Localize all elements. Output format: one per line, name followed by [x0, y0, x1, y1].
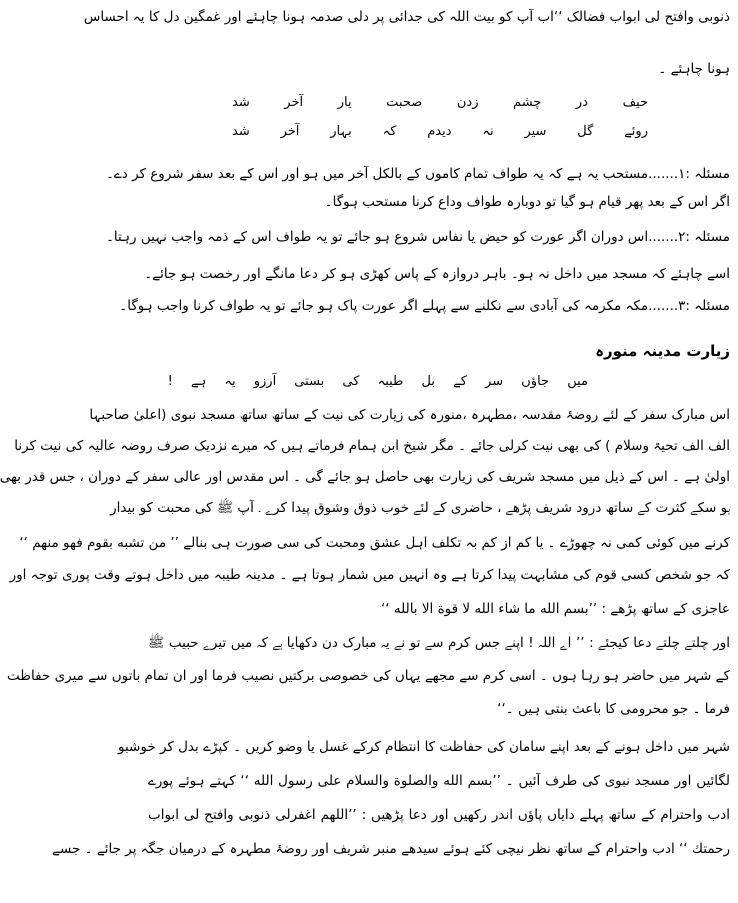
text-line: مسئلہ :۲.......اس دوران اگر عورت کو حیض یا نفاس شروع ہو جائے تو یہ طواف اس کے ذمہ واجب نہیں رہتا۔	[106, 229, 730, 245]
text-line: اولیٰ ہے ۔ اس کے ذیل میں مسجد شریف کی زیارت بھی حاصل ہو جائے گی ۔ اس مقدس اور عالی سفر کے دوران ، جس قدر بھی	[0, 469, 730, 485]
section-heading: زیارت مدینہ منورہ	[595, 342, 730, 360]
text-line: مسئلہ :۳.......مکہ مکرمہ کی آبادی سے نکلنے سے پہلے اگر عورت پاک ہو جائے تو یہ طواف کرنا واجب ہوگا۔	[119, 298, 730, 314]
text-line: ہونا چاہئے ۔	[658, 61, 730, 77]
text-line: اسے چاہئے کہ مسجد میں داخل نہ ہو۔ باہر دروازہ کے پاس کھڑی ہو کر دعا مانگے اور رخصت ہو جائے۔	[144, 266, 730, 282]
poem-verse: حیف در چشم زدن صحبت یار آخر شد	[232, 95, 648, 110]
poem-verse: روئے گل سیر نہ دیدم کہ بہار آخر شد	[232, 124, 648, 139]
poem-verse: میں جاؤں سر کے بل طیبہ کی بستی آرزو یہ ہے !	[167, 374, 588, 389]
text-line: اس مبارک سفر کے لئے روضۂ مقدسہ ،مطہرہ ،منورہ کی زیارت کی نیت کے ساتھ ساتھ مسجد نبوی (اعلیٰ صاحبہا	[89, 407, 730, 423]
text-line: عاجزی کے ساتھ پڑھے : ’’بسم الله ما شاء الله لا قوة الا بالله ‘‘	[381, 601, 730, 617]
text-line: کے شہر میں حاضر ہو رہا ہوں ۔ اسی کرم سے مجھے یہاں کی خصوصی برکتیں نصیب فرما اور ان تمام باتوں سے میری حفاظت	[7, 668, 730, 684]
text-line: اگر اس کے بعد پھر قیام ہو گیا تو دوبارہ طواف وداع کرنا مستحب ہوگا۔	[324, 194, 730, 210]
text-line: مسئلہ :۱.......مستحب یہ ہے کہ یہ طواف تمام کاموں کے بالکل آخر میں ہو اور اس کے بعد سفر شروع کر دے۔	[105, 166, 730, 182]
text-line: ذنوبی وافتح لی ابواب فضالک ‘‘اب آپ کو بیت اللہ کی جدائی پر دلی صدمہ ہونا چاہئے اور غمگین دل کا یہ احساس	[83, 9, 730, 25]
text-line: فرما ۔ جو محرومی کا باعث بنتی ہیں ۔‘‘	[497, 701, 730, 717]
text-line: کرنے میں کوئی کمی نہ چھوڑے ۔ یا کم از کم بہ تکلف اہل عشق ومحبت کی سی صورت ہی بنالے ’’ من تشبه بقوم فهو منهم ‘‘	[19, 535, 730, 551]
text-line: کہ جو شخص کسی قوم کی مشابہت پیدا کرتا ہے وہ انہیں میں شمار ہوتا ہے ۔ مدینہ طیبہ میں داخل ہوتے وقت پوری توجہ اور	[9, 567, 730, 583]
text-line: شہر میں داخل ہونے کے بعد اپنے سامان کی حفاظت کا انتظام کرکے غسل یا وضو کریں ۔ کپڑے بدل کر خوشبو	[117, 739, 730, 755]
text-line: ہو سکے کثرت کے ساتھ درود شریف پڑھے ، حاضری کے لئے خوب ذوق وشوق پیدا کرے ۔ آپ ﷺ کی محبت کو بیدار	[110, 500, 730, 516]
text-line: اور چلتے چلتے دعا کیجئے : ’’ اے اللہ ! اپنے جس کرم سے تو نے یہ مبارک دن دکھایا ہے کہ میں تیرے حبیب ﷺ	[148, 635, 730, 651]
text-line: لگائیں اور مسجد نبوی کی طرف آئیں ۔ ’’بسم الله والصلوة والسلام على رسول الله ‘‘ کہتے ہوئے پورے	[148, 773, 730, 789]
text-line: رحمتك ‘‘ ادب واحترام کے ساتھ نظر نیچی کئے ہوئے سیدھے منبر شریف اور روضۂ مطہرہ کے درمیان جگہ پر جائے ۔ جسے	[52, 841, 730, 857]
text-line: الف الف تحیۃ وسلام ) کی بھی نیت کرلی جائے ۔ مگر شیخ ابن ہمام فرماتے ہیں کہ میرے نزدیک صرف روضہ عالیہ کی نیت کرنا	[14, 438, 730, 454]
text-line: ادب واحترام کے ساتھ پہلے دایاں پاؤں اندر رکھیں اور دعا پڑھیں : ’’اللهم اغفرلى ذنوبى وافتح لى ابواب	[148, 807, 730, 823]
